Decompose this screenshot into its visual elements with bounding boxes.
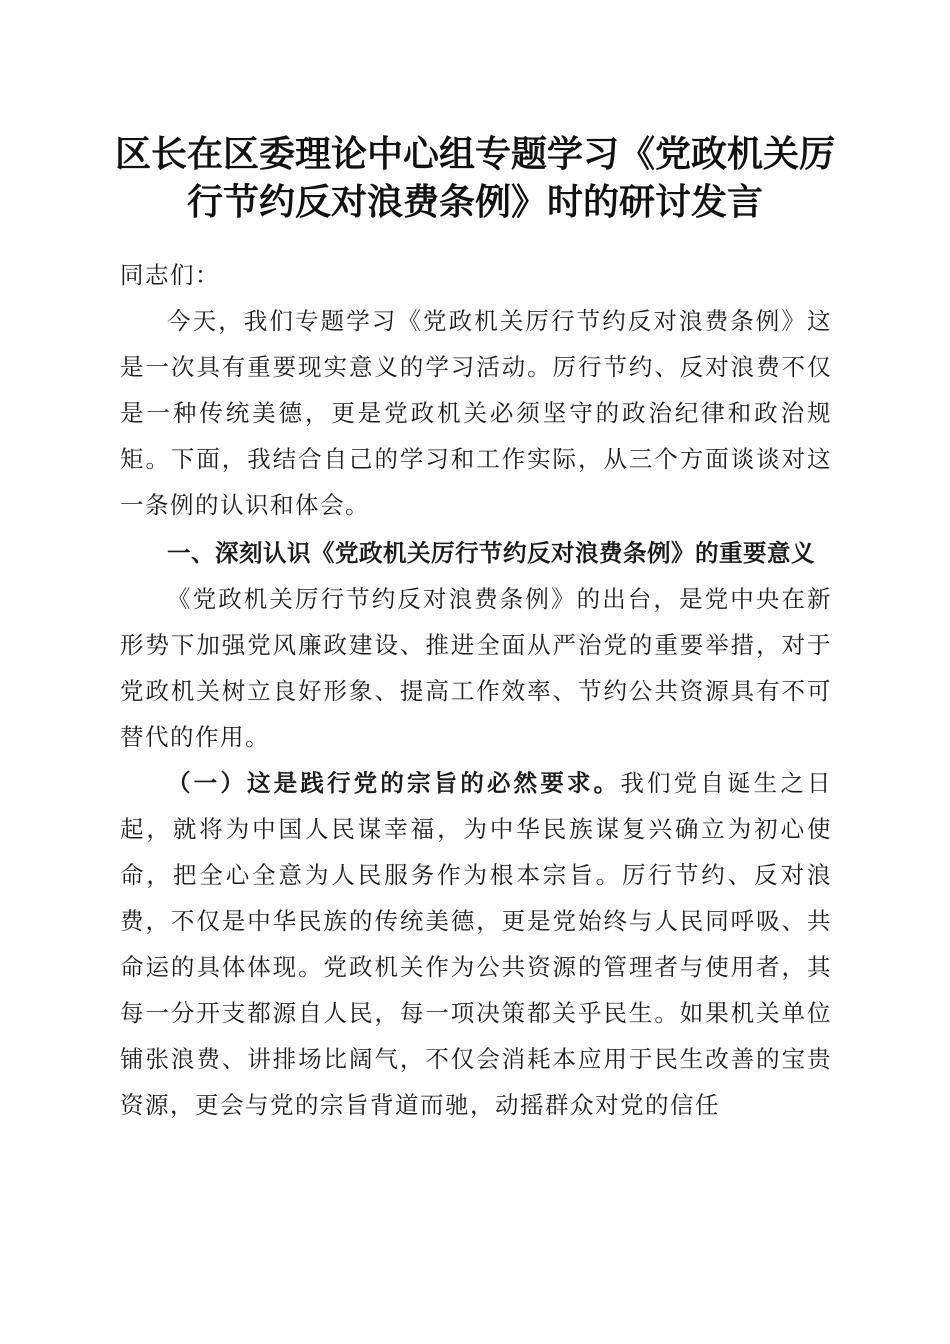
document-body [120,252,832,1128]
salutation: 同志们： [120,261,220,289]
section-1-intro: 《党政机关厉行节约反对浪费条例》的出台，是党中央在新形势下加强党风廉政建设、推进全面从严治党的重要举措，对于党政机关树立良好形象、提高工作效率、节约公共资源具有不可替代的作用。 [120,585,832,751]
section-1-heading: 一、深刻认识《党政机关厉行节约反对浪费条例》的重要意义 [167,539,815,567]
point-1-lead: （一）这是践行党的宗旨的必然要求。 [167,769,621,797]
document-title [100,130,850,226]
point-1-text: 我们党自诞生之日起，就将为中国人民谋幸福，为中华民族谋复兴确立为初心使命，把全心全意为人民服务作为根本宗旨。厉行节约、反对浪费，不仅是中华民族的传统美德，更是党始终与人民同呼吸、共命运的具体体现。党政机关作为公共资源的管理者与使用者，其每一分开支都源自人民，每一项决策都关乎民生。如果机关单位铺张浪费、讲排场比阔气，不仅会消耗本应用于民生改善的宝贵资源，更会与党的宗旨背道而驰，动摇群众对党的信任 [120,769,833,1119]
title-line-1: 区长在区委理论中心组专题学习《党政机关厉 [114,133,835,175]
title-line-2: 行节约反对浪费条例》时的研讨发言 [186,181,763,223]
intro-paragraph: 今天，我们专题学习《党政机关厉行节约反对浪费条例》这是一次具有重要现实意义的学习活动。厉行节约、反对浪费不仅是一种传统美德，更是党政机关必须坚守的政治纪律和政治规矩。下面，我结合自己的学习和工作实际，从三个方面谈谈对这一条例的认识和体会。 [120,307,832,519]
point-1-paragraph [120,760,832,1128]
